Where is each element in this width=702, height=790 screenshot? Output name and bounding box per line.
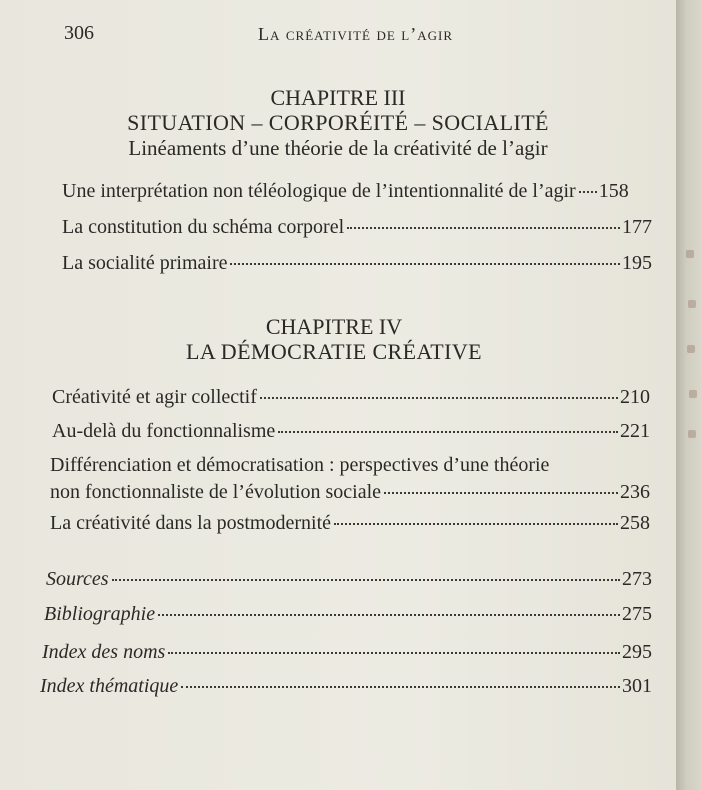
adjacent-page-mark bbox=[687, 345, 695, 353]
toc-entry-page: 210 bbox=[620, 386, 650, 408]
chapter-4-label: CHAPITRE IV bbox=[265, 314, 403, 339]
chapter-3-subtitle: Linéaments d’une théorie de la créativité de l’agir bbox=[128, 136, 548, 160]
toc-entry-page: 221 bbox=[620, 420, 650, 442]
toc-entry-title: Index des noms bbox=[42, 641, 166, 663]
dot-leader bbox=[260, 389, 618, 399]
toc-entry-title: non fonctionnaliste de l’évolution sociale bbox=[50, 481, 382, 503]
page-number: 306 bbox=[64, 22, 94, 44]
dot-leader bbox=[230, 255, 620, 265]
toc-entry-title: Index thématique bbox=[40, 675, 179, 697]
toc-entry-page: 301 bbox=[622, 675, 652, 697]
dot-leader bbox=[158, 606, 620, 616]
toc-entry-title: Bibliographie bbox=[44, 603, 156, 625]
dot-leader bbox=[384, 484, 618, 494]
chapter-4-title: LA DÉMOCRATIE CRÉATIVE bbox=[185, 339, 482, 364]
adjacent-page-edge bbox=[676, 0, 702, 790]
toc-entry-page: 158 bbox=[598, 180, 629, 202]
running-title: La créativité de l’agir bbox=[258, 24, 454, 44]
running-head bbox=[0, 22, 676, 52]
dot-leader bbox=[168, 644, 620, 654]
dot-leader bbox=[334, 515, 618, 525]
toc-entry-page: 195 bbox=[622, 252, 652, 274]
dot-leader bbox=[347, 219, 620, 229]
adjacent-page-mark bbox=[686, 250, 694, 258]
toc-entry-page: 295 bbox=[622, 641, 652, 663]
toc-entry-title: La socialité primaire bbox=[62, 252, 228, 274]
chapter-3-title: SITUATION – CORPORÉITÉ – SOCIALITÉ bbox=[127, 110, 549, 135]
toc-entry-title-line1: Différenciation et démocratisation : perspectives d’une théorie bbox=[50, 454, 550, 476]
toc-entry-page: 236 bbox=[620, 481, 650, 503]
chapter-3-label: CHAPITRE III bbox=[270, 85, 406, 110]
toc-entry-page: 273 bbox=[622, 568, 652, 590]
toc-entry-page: 177 bbox=[622, 216, 652, 238]
toc-entry-title: Au-delà du fonctionnalisme bbox=[52, 420, 276, 442]
dot-leader bbox=[579, 183, 597, 193]
dot-leader bbox=[278, 423, 618, 433]
dot-leader bbox=[112, 571, 620, 581]
chapter-4-heading bbox=[0, 315, 672, 364]
adjacent-page-mark bbox=[689, 390, 697, 398]
toc-entry-title: Créativité et agir collectif bbox=[52, 386, 257, 408]
adjacent-page-mark bbox=[688, 300, 696, 308]
toc-entry-page: 258 bbox=[620, 512, 650, 534]
toc-entry-title: La constitution du schéma corporel bbox=[62, 216, 345, 238]
toc-entry-title: La créativité dans la postmodernité bbox=[50, 512, 332, 534]
chapter-3-heading bbox=[0, 86, 676, 161]
toc-entry-page: 275 bbox=[622, 603, 652, 625]
dot-leader bbox=[181, 678, 620, 688]
toc-entry-title: Sources bbox=[46, 568, 109, 590]
adjacent-page-mark bbox=[688, 430, 696, 438]
toc-entry-title: Une interprétation non téléologique de l’intentionnalité de l’agir bbox=[62, 180, 576, 202]
